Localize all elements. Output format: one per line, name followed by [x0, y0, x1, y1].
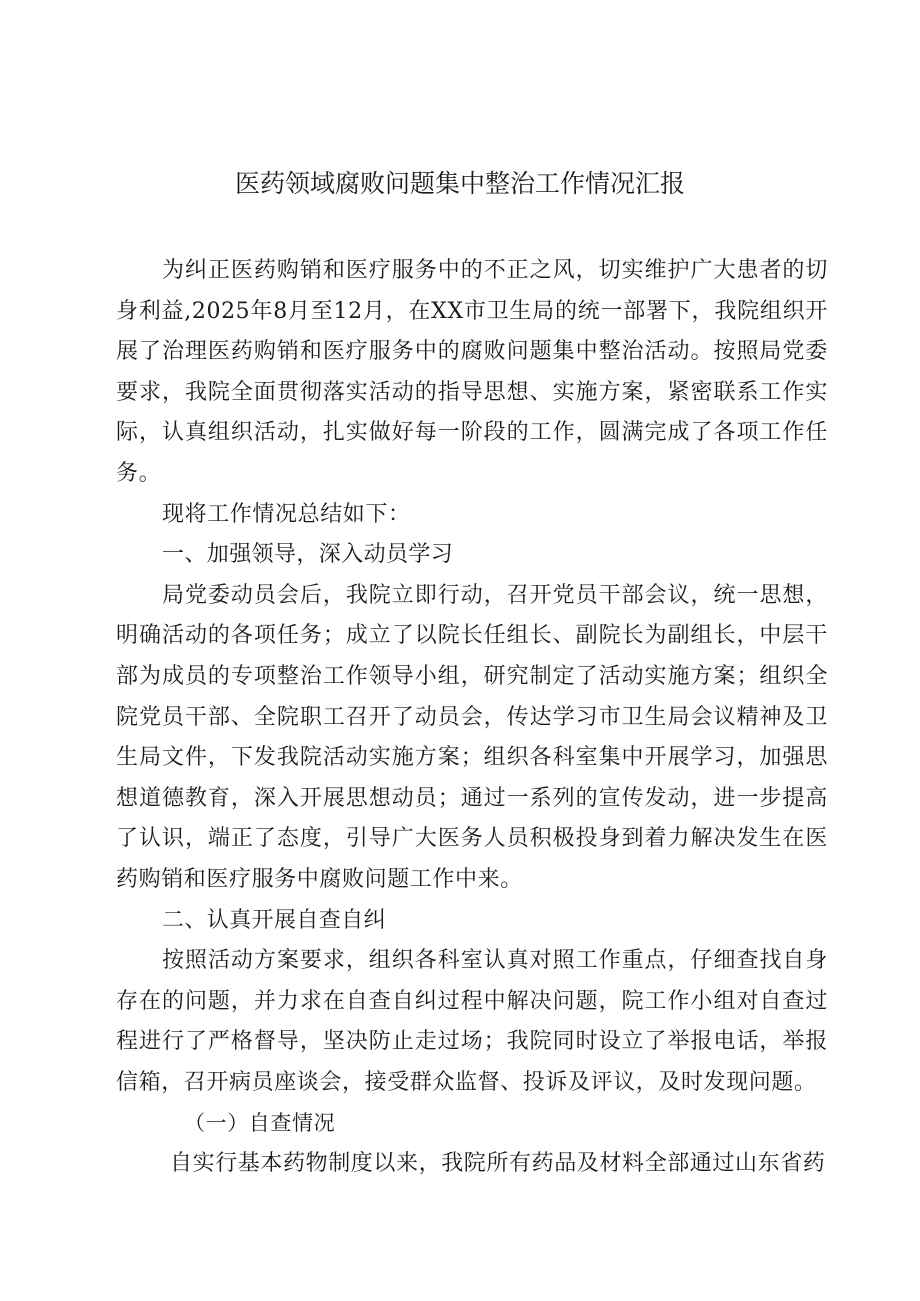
section-1-paragraph: 局党委动员会后，我院立即行动，召开党员干部会议，统一思想，明确活动的各项任务；成立了以院长任组长、副院长为副组长，中层干部为成员的专项整治工作领导小组，研究制定了活动实施方案；组织全院党员干部、全院职工召开了动员会，传达学习市卫生局会议精神及卫生局文件，下发我院活动实施方案；组织各科室集中开展学习，加强思想道德教育，深入开展思想动员；通过一系列的宣传发动，进一步提高了认识，端正了态度，引导广大医务人员积极投身到着力解决发生在医药购销和医疗服务中腐败问题工作中来。 — [116, 582, 828, 892]
section-2-heading: 二、认真开展自查自纠 — [162, 907, 387, 933]
subsection-2-1-heading: （一）自查情况 — [184, 1111, 336, 1136]
section-2-paragraph: 按照活动方案要求，组织各科室认真对照工作重点，仔细查找自身存在的问题，并力求在自查自纠过程中解决问题，院工作小组对自查过程进行了严格督导，坚决防止走过场；我院同时设立了举报电话，举报信箱，召开病员座谈会，接受群众监督、投诉及评议，及时发现问题。 — [116, 948, 828, 1095]
summary-lead: 现将工作情况总结如下： — [162, 501, 411, 527]
subsection-2-1-paragraph: 自实行基本药物制度以来，我院所有药品及材料全部通过山东省药 — [170, 1151, 826, 1177]
intro-paragraph: 为纠正医药购销和医疗服务中的不正之风，切实维护广大患者的切身利益,2025年8月至12月，在XX市卫生局的统一部署下，我院组织开展了治理医药购销和医疗服务中的腐败问题集中整治活动。按照局党委要求，我院全面贯彻落实活动的指导思想、实施方案，紧密联系工作实际，认真组织活动，扎实做好每一阶段的工作，圆满完成了各项工作任务。 — [116, 258, 828, 486]
section-1-heading: 一、加强领导，深入动员学习 — [162, 542, 454, 568]
document-title: 医药领域腐败问题集中整治工作情况汇报 — [234, 169, 685, 198]
document-body — [116, 251, 828, 1185]
